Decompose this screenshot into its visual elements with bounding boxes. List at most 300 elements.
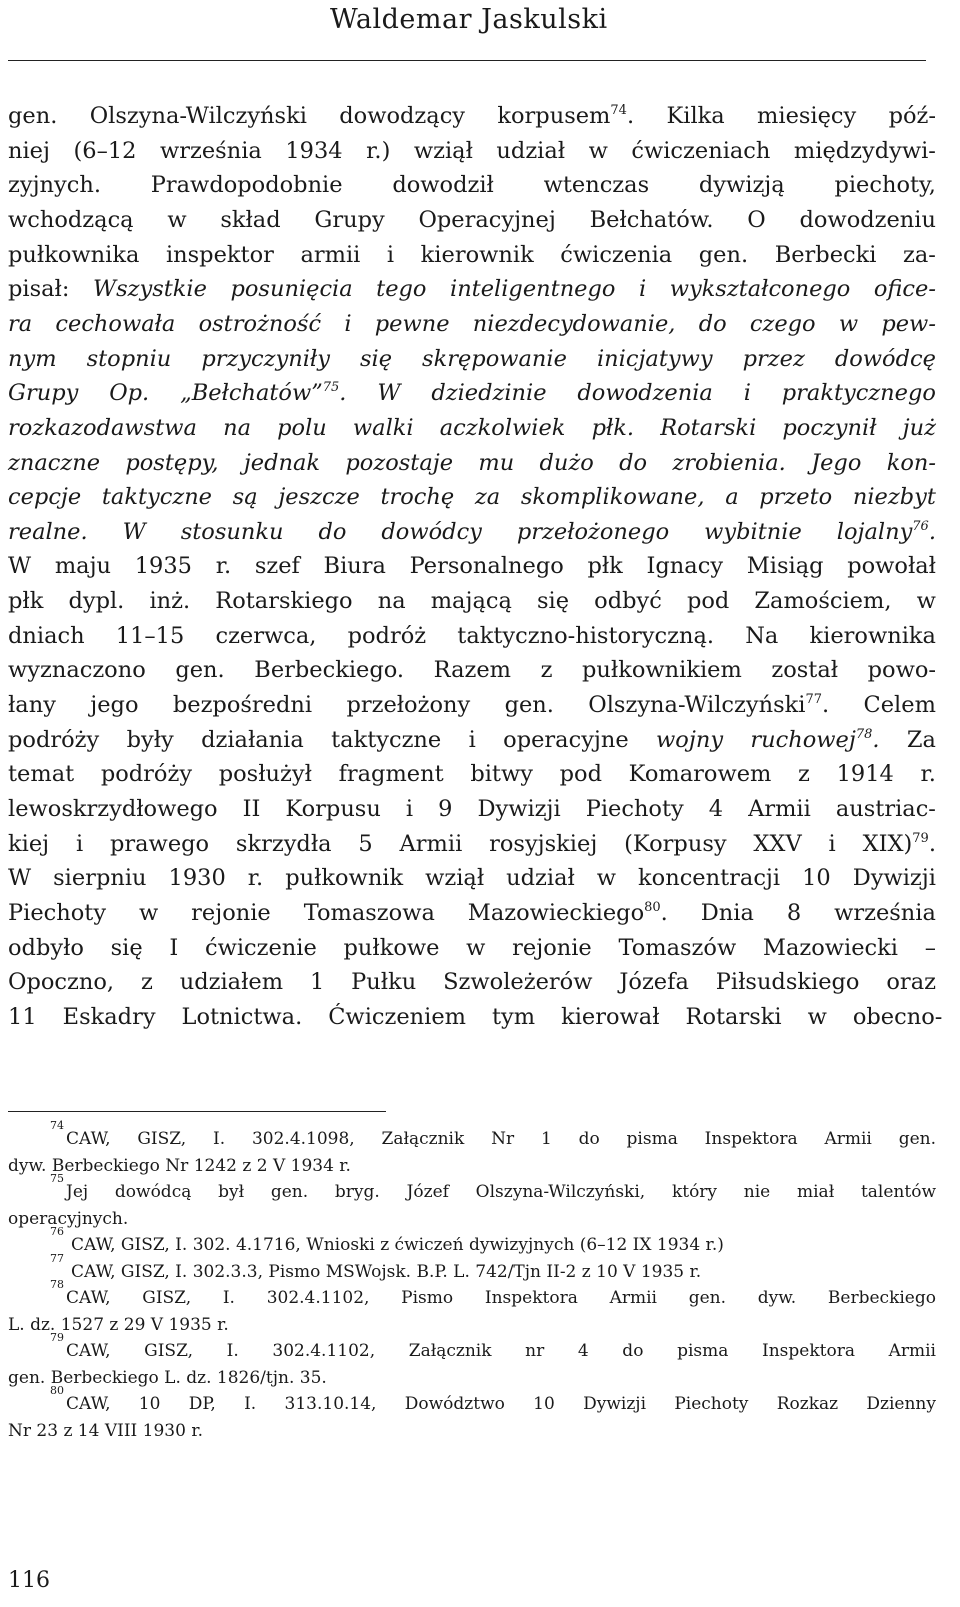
- body-line: [8, 861, 936, 895]
- body-word: taktyczne: [331, 726, 442, 753]
- body-word: Wszystkie: [92, 276, 207, 303]
- body-word: Berbeckiego.: [254, 657, 405, 684]
- body-word: 5: [358, 830, 373, 857]
- body-word: Tomaszowa: [303, 899, 435, 926]
- footnote-line: [8, 1418, 936, 1444]
- body-word: Personalnego: [409, 553, 564, 580]
- body-word: Piechoty: [8, 899, 107, 926]
- body-word: 1914: [836, 761, 894, 788]
- footnote-text: L. dz. 1527 z 29 V 1935 r.: [8, 1314, 229, 1335]
- body-word: Armii: [399, 830, 463, 857]
- body-word: obecno-: [852, 1003, 943, 1030]
- body-word: Ignacy: [646, 553, 724, 580]
- footnote-reference[interactable]: 80: [644, 899, 661, 915]
- footnote-line: [50, 1331, 936, 1364]
- body-word: rozkazodawstwa: [8, 414, 197, 441]
- body-line: [8, 584, 936, 618]
- body-word: udziałem: [179, 969, 284, 996]
- footnote-reference[interactable]: 75: [322, 380, 340, 396]
- body-word: temat: [8, 761, 75, 788]
- body-word: gen.: [8, 103, 58, 129]
- body-word: Jego: [811, 449, 862, 476]
- body-word: inż.: [149, 588, 191, 615]
- body-line: [8, 238, 936, 272]
- body-line: [8, 446, 936, 480]
- body-word: powo-: [867, 657, 936, 684]
- body-word: pod: [559, 761, 602, 788]
- running-head: [0, 0, 960, 60]
- footnote-text: CAW, GISZ, I. 302.4.1098, Załącznik Nr 1 do pisma Inspektora Armii gen.: [66, 1129, 936, 1149]
- body-word: podróży: [8, 726, 100, 753]
- body-word: skomplikowane,: [520, 484, 705, 511]
- body-word: rejonie: [191, 899, 271, 926]
- body-word: lewoskrzydłowego: [8, 796, 218, 822]
- body-line: [8, 931, 936, 965]
- body-word: Celem: [863, 692, 936, 719]
- body-word: Bełchatów.: [589, 206, 714, 233]
- body-word: Rotarski: [660, 414, 757, 441]
- body-word: odbyć: [594, 588, 662, 615]
- footnote-reference[interactable]: 78: [855, 726, 873, 742]
- body-line: [8, 203, 936, 237]
- body-line: [8, 480, 936, 514]
- body-word: W: [122, 518, 146, 545]
- body-word: Mazowieckiego$^{80}$.: [467, 899, 668, 926]
- body-word: i: [468, 726, 476, 753]
- body-word: skład: [220, 206, 281, 233]
- body-word: były: [126, 726, 174, 753]
- body-word: pułkownikiem: [582, 657, 742, 684]
- body-word: dowodzenia: [577, 380, 713, 407]
- footnote-reference[interactable]: 79: [912, 830, 929, 846]
- footnote-text: CAW, 10 DP, I. 313.10.14, Dowództwo 10 Dywizji Piechoty Rozkaz Dzienny: [66, 1394, 936, 1414]
- body-word: się: [110, 934, 143, 961]
- body-word: Dywizji: [852, 865, 936, 892]
- body-word: ostrożność: [198, 310, 322, 337]
- body-word: w: [588, 137, 608, 164]
- body-word: Prawdopodobnie: [150, 172, 343, 199]
- body-word: kiej: [8, 830, 50, 857]
- body-line: [8, 549, 936, 583]
- footnote-number: 74: [50, 1119, 64, 1132]
- body-word: Komarowem: [628, 761, 772, 788]
- body-line: [8, 411, 936, 445]
- body-line: [8, 376, 936, 410]
- body-word: i: [386, 241, 395, 268]
- footnote-text: dyw. Berbeckiego Nr 1242 z 2 V 1934 r.: [8, 1155, 351, 1176]
- body-word: realne.: [8, 518, 88, 545]
- body-word: praktycznego: [781, 380, 936, 407]
- body-word: i: [743, 380, 751, 407]
- body-word: tego: [376, 276, 427, 303]
- body-line: [8, 827, 936, 861]
- body-word: i: [405, 796, 414, 822]
- footnote-number: 77: [50, 1251, 64, 1265]
- body-word: ruchowej$^{78}$.: [750, 726, 880, 753]
- body-word: i: [75, 830, 84, 857]
- body-word: posunięcia: [230, 276, 353, 303]
- body-word: września: [160, 137, 262, 164]
- body-word: wtenczas: [543, 172, 650, 199]
- body-word: koncentracji: [638, 865, 781, 892]
- body-word: niezdecydowanie,: [472, 310, 676, 337]
- body-word: 8: [786, 899, 802, 926]
- body-word: Rotarskiego: [215, 588, 353, 615]
- body-word: dowodzeniu: [799, 206, 936, 233]
- body-line: [8, 307, 936, 341]
- body-word: w: [838, 310, 859, 337]
- body-word: tym: [492, 1003, 536, 1030]
- body-word: r.): [366, 137, 391, 164]
- body-word: przełożony: [346, 692, 471, 719]
- footnote-line: [50, 1225, 936, 1258]
- body-word: operacyjne: [503, 726, 629, 753]
- body-word: wziął: [425, 865, 485, 892]
- body-word: ćwiczeniach: [631, 137, 771, 164]
- body-word: przeto: [759, 484, 833, 511]
- body-word: i: [828, 830, 836, 857]
- body-word: na: [377, 588, 406, 615]
- body-word: wyznaczono: [8, 657, 146, 684]
- body-word: gen.: [175, 657, 225, 684]
- body-word: powołał: [847, 553, 936, 580]
- footnote-line: [8, 1206, 936, 1232]
- body-line: [8, 653, 936, 687]
- body-word: Misiąg: [746, 553, 824, 580]
- footnote-line: [8, 1153, 936, 1179]
- body-word: są: [232, 484, 258, 511]
- body-word: II: [242, 796, 261, 822]
- body-word: dypl.: [68, 588, 125, 615]
- body-word: i: [638, 276, 647, 303]
- body-word: do: [619, 449, 648, 476]
- body-word: postępy,: [125, 449, 219, 476]
- body-word: Dywizji: [477, 796, 561, 822]
- body-word: płk.: [591, 414, 635, 441]
- body-word: września: [834, 899, 936, 926]
- body-word: pułkowe: [343, 934, 440, 961]
- body-word: aczkolwiek: [439, 414, 566, 441]
- footnote-number: 78: [50, 1278, 64, 1291]
- body-word: dowodzący: [339, 103, 466, 129]
- footnote-line: [8, 1312, 936, 1338]
- footnote-text: CAW, GISZ, I. 302. 4.1716, Wnioski z ćwiczeń dywizyjnych (6–12 IX 1934 r.): [71, 1235, 724, 1255]
- body-word: póź-: [888, 103, 936, 129]
- body-word: ofice-: [873, 276, 936, 303]
- body-word: sierpniu: [53, 865, 147, 892]
- body-word: przyczyniły: [201, 345, 330, 372]
- body-word: cechowała: [55, 310, 176, 337]
- body-word: Józefa: [619, 969, 689, 996]
- body-word: inspektor: [165, 241, 274, 268]
- body-word: pozostaje: [345, 449, 454, 476]
- body-word: inicjatywy: [596, 345, 713, 372]
- body-word: w: [138, 899, 159, 926]
- body-word: za: [474, 484, 501, 511]
- body-word: jego: [90, 692, 139, 719]
- body-word: Na: [745, 622, 779, 649]
- body-word: za-: [903, 241, 936, 268]
- body-word: pewne: [374, 310, 450, 337]
- body-line: [8, 1000, 943, 1034]
- body-word: Olszyna-Wilczyński: [89, 103, 307, 129]
- body-word: posłużył: [218, 761, 312, 788]
- body-word: 11: [8, 1003, 37, 1030]
- body-word: z: [798, 761, 810, 788]
- body-word: 10: [802, 865, 831, 892]
- body-word: mającą: [430, 588, 512, 615]
- body-line: [8, 757, 936, 791]
- footnote-line: [50, 1251, 936, 1285]
- body-word: bezpośredni: [172, 692, 313, 719]
- body-word: kierował: [561, 1003, 660, 1030]
- body-word: z: [540, 657, 553, 684]
- body-word: dniach: [8, 622, 85, 649]
- body-line: [8, 168, 936, 202]
- body-word: niezbyt: [852, 484, 936, 511]
- body-word: gen.: [698, 241, 749, 268]
- body-word: Dnia: [700, 899, 754, 926]
- body-word: jednak: [243, 449, 321, 476]
- body-word: już: [902, 414, 936, 441]
- body-word: dywizją: [698, 172, 785, 199]
- body-word: pisał:: [8, 276, 70, 303]
- body-word: rejonie: [512, 934, 592, 961]
- body-word: Tomaszów: [618, 934, 737, 961]
- body-word: Ćwiczeniem: [328, 1003, 466, 1030]
- body-word: w: [807, 1003, 827, 1030]
- body-word: gen.: [504, 692, 554, 719]
- body-word: oraz: [886, 969, 936, 996]
- body-word: taktyczno-historyczną.: [457, 622, 715, 649]
- body-word: cepcje: [8, 484, 82, 511]
- body-word: i: [344, 310, 352, 337]
- body-word: W: [8, 553, 32, 580]
- header-rule: [8, 60, 926, 61]
- body-word: jeszcze: [278, 484, 360, 511]
- body-word: ćwiczenie: [204, 934, 317, 961]
- body-word: r.: [215, 553, 232, 580]
- footnote-reference[interactable]: 74: [610, 103, 627, 118]
- body-word: inteligentnego: [450, 276, 616, 303]
- body-word: na: [223, 414, 251, 441]
- body-word: podróży: [100, 761, 193, 788]
- footnote-number: 76: [50, 1225, 64, 1238]
- footnote-reference[interactable]: 77: [805, 692, 823, 708]
- body-word: czego: [749, 310, 816, 337]
- body-word: udział: [506, 865, 575, 892]
- body-word: nym: [8, 345, 57, 372]
- page-number: 116: [8, 1568, 50, 1593]
- footnote-text: operacyjnych.: [8, 1208, 129, 1229]
- body-word: ćwiczenia: [560, 241, 673, 268]
- body-word: Biura: [323, 553, 386, 580]
- footnote-text: CAW, GISZ, I. 302.4.1102, Pismo Inspektora Armii gen. dyw. Berbeckiego: [66, 1288, 936, 1308]
- body-word: miesięcy: [757, 103, 857, 129]
- body-word: „Bełchatów”$^{75}$.: [180, 380, 347, 407]
- body-word: został: [771, 657, 839, 684]
- body-word: wziął: [413, 137, 473, 164]
- body-word: (6–12: [73, 137, 137, 164]
- body-word: mu: [478, 449, 515, 476]
- body-word: w: [916, 588, 936, 615]
- body-word: Berbecki: [774, 241, 877, 268]
- body-word: Zamościem,: [754, 588, 892, 615]
- body-word: 9: [438, 796, 453, 822]
- footnote-line: [50, 1384, 936, 1417]
- body-word: do: [318, 518, 347, 545]
- body-word: Lotnictwa.: [181, 1003, 303, 1030]
- footnote-number: 80: [50, 1384, 64, 1397]
- footnote-text: Jej dowódcą był gen. bryg. Józef Olszyna-Wilczyński, który nie miał talentów: [66, 1182, 936, 1202]
- body-word: 1: [309, 969, 325, 996]
- body-line: [8, 342, 936, 376]
- body-line: [8, 619, 936, 653]
- body-word: piechoty,: [834, 172, 936, 199]
- body-word: maju: [54, 553, 112, 580]
- body-word: Grupy: [314, 206, 385, 233]
- footnote-text: gen. Berbeckiego L. dz. 1826/tjn. 35.: [8, 1367, 327, 1388]
- body-word: r.: [920, 761, 936, 788]
- body-word: Pułku: [351, 969, 417, 996]
- body-word: płk: [8, 588, 44, 615]
- footnote-line: [50, 1172, 936, 1205]
- body-word: 1934: [285, 137, 343, 164]
- body-word: trochę: [380, 484, 455, 511]
- body-word: Korpusu: [285, 796, 381, 822]
- body-word: taktyczne: [101, 484, 212, 511]
- body-word: 11–15: [115, 622, 185, 649]
- body-word: stosunku: [180, 518, 284, 545]
- body-word: pew-: [881, 310, 936, 337]
- body-word: kierownika: [809, 622, 936, 649]
- body-word: wykształconego: [669, 276, 851, 303]
- body-word: Za: [906, 726, 936, 753]
- footnote-text: CAW, GISZ, I. 302.4.1102, Załącznik nr 4 do pisma Inspektora Armii: [66, 1341, 936, 1361]
- footnote-text: Nr 23 z 14 VIII 1930 r.: [8, 1420, 203, 1441]
- body-word: Rotarski: [685, 1003, 782, 1030]
- footnote-number: 75: [50, 1172, 64, 1185]
- body-word: pułkownika: [8, 241, 140, 268]
- body-word: Op.: [109, 380, 150, 407]
- body-line: [8, 272, 936, 306]
- body-word: austriac-: [835, 796, 936, 822]
- body-word: rosyjskiej: [489, 830, 598, 857]
- body-line: [8, 896, 936, 930]
- body-word: Kilka: [666, 103, 725, 129]
- body-word: W: [8, 865, 32, 892]
- body-word: 1935: [134, 553, 192, 580]
- body-word: Piechoty: [585, 796, 684, 822]
- body-word: I: [169, 934, 179, 961]
- body-word: się: [359, 345, 393, 372]
- body-word: dowódcę: [834, 345, 936, 372]
- body-word: 1930: [168, 865, 226, 892]
- body-word: pod: [686, 588, 730, 615]
- body-word: czerwca,: [215, 622, 317, 649]
- running-head-author: Waldemar Jaskulski: [330, 4, 608, 35]
- body-word: r.: [247, 865, 264, 892]
- body-word: łany: [8, 692, 56, 719]
- body-word: skrępowanie: [422, 345, 567, 372]
- body-word: wchodzącą: [8, 206, 134, 233]
- body-word: dowódcy: [381, 518, 482, 545]
- body-line: [8, 515, 936, 549]
- body-word: fragment: [338, 761, 444, 788]
- body-line: [8, 965, 936, 999]
- body-word: polu: [277, 414, 327, 441]
- footnote-number: 79: [50, 1331, 64, 1344]
- body-word: skrzydła: [235, 830, 332, 857]
- body-word: O: [747, 206, 766, 233]
- footnote-reference[interactable]: 76: [912, 518, 929, 534]
- body-word: ra: [8, 310, 33, 337]
- body-word: armii: [300, 241, 361, 268]
- body-word: w: [167, 206, 187, 233]
- footnote-text: CAW, GISZ, I. 302.3.3, Pismo MSWojsk. B.P. L. 742/Tjn II-2 z 10 V 1935 r.: [71, 1261, 702, 1282]
- body-word: Opoczno,: [8, 969, 115, 996]
- body-word: pułkownik: [285, 865, 404, 892]
- body-word: stopniu: [86, 345, 172, 372]
- body-line: [8, 99, 936, 133]
- body-word: wybitnie: [704, 518, 802, 545]
- body-word: udział: [496, 137, 566, 164]
- body-word: szef: [254, 553, 300, 580]
- body-word: zyjnych.: [8, 172, 101, 199]
- body-word: z: [140, 969, 153, 996]
- body-word: XIX)$^{79}$.: [862, 830, 936, 857]
- body-word: dużo: [539, 449, 594, 476]
- body-word: a: [725, 484, 739, 511]
- body-word: 4: [708, 796, 724, 822]
- footnote-rule: [8, 1111, 386, 1112]
- footnote-line: [50, 1119, 936, 1152]
- body-word: międzydywi-: [793, 137, 936, 164]
- footnote-line: [50, 1278, 936, 1311]
- body-word: prawego: [109, 830, 210, 857]
- body-word: działania: [201, 726, 304, 753]
- body-word: dziedzinie: [431, 380, 547, 407]
- body-line: [8, 723, 936, 757]
- body-word: wojny: [656, 726, 724, 753]
- body-word: w: [466, 934, 486, 961]
- body-word: odbyło: [8, 934, 84, 961]
- body-word: płk: [587, 553, 623, 580]
- body-word: XXV: [753, 830, 802, 857]
- footnote-line: [8, 1365, 936, 1391]
- body-word: (Korpusy: [624, 830, 727, 857]
- body-word: korpusem$^{74}$.: [497, 103, 635, 129]
- body-word: Piłsudskiego: [715, 969, 860, 996]
- body-word: się: [536, 588, 570, 615]
- body-word: do: [698, 310, 727, 337]
- body-word: podróż: [347, 622, 427, 649]
- body-word: Grupy: [8, 380, 79, 407]
- body-word: Szwoleżerów: [443, 969, 593, 996]
- body-word: zrobienia.: [672, 449, 786, 476]
- body-word: Operacyjnej: [418, 206, 556, 233]
- body-word: niej: [8, 137, 50, 164]
- body-word: Razem: [433, 657, 512, 684]
- body-word: kierownik: [420, 241, 534, 268]
- body-word: poczynił: [782, 414, 877, 441]
- body-word: lojalny$^{76}$.: [836, 518, 936, 545]
- body-word: W: [377, 380, 401, 407]
- body-word: przełożonego: [516, 518, 670, 545]
- body-word: w: [596, 865, 617, 892]
- body-word: dowodził: [392, 172, 494, 199]
- body-word: Eskadry: [62, 1003, 156, 1030]
